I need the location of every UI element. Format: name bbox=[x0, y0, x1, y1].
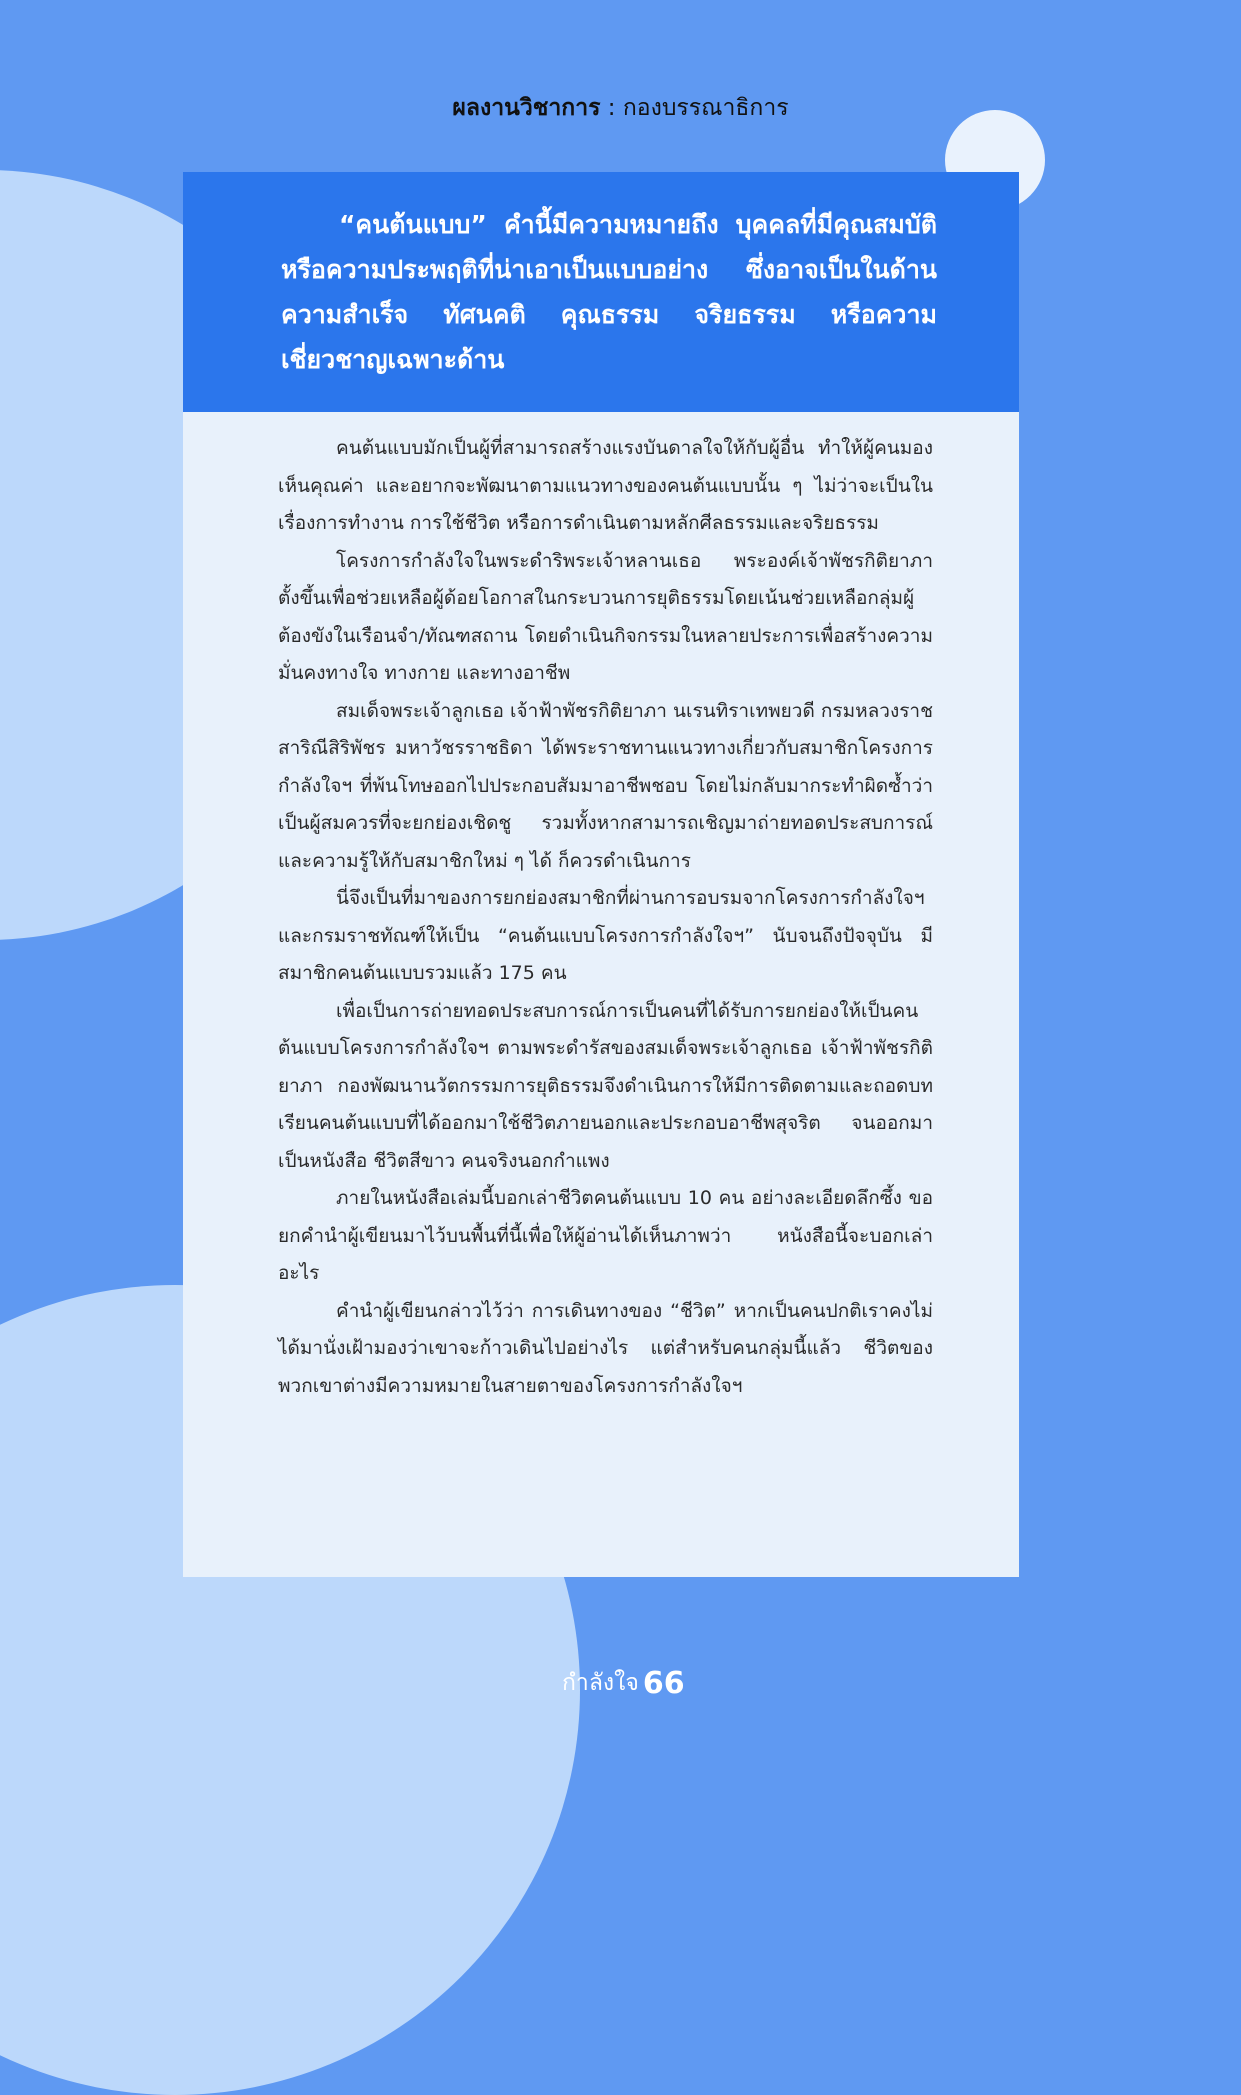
article-body bbox=[278, 430, 933, 1405]
page-footer bbox=[562, 1665, 685, 1701]
paragraph: เพื่อเป็นการถ่ายทอดประสบการณ์การเป็นคนที่ได้รับการยกย่องให้เป็นคนต้นแบบโครงการกำลังใจฯ ตามพระดำรัสของสมเด็จพระเจ้าลูกเธอ เจ้าฟ้าพัชรกิติยาภา กองพัฒนานวัตกรรมการยุติธรรมจึงดำเนินการให้มีการติดตามและถอดบทเรียนคนต้นแบบที่ได้ออกมาใช้ชีวิตภายนอกและประกอบอาชีพสุจริต จนออกมาเป็นหนังสือ ชีวิตสีขาว คนจริงนอกกำแพง bbox=[278, 999, 933, 1172]
page-number: 66 bbox=[642, 1665, 685, 1701]
paragraph: โครงการกำลังใจในพระดำริพระเจ้าหลานเธอ พระองค์เจ้าพัชรกิติยาภา ตั้งขึ้นเพื่อช่วยเหลือผู้ด้อยโอกาสในกระบวนการยุติธรรมโดยเน้นช่วยเหลือกลุ่มผู้ต้องขังในเรือนจำ/ทัณฑสถาน โดยดำเนินกิจกรรมในหลายประการเพื่อสร้างความมั่นคงทางใจ ทางกาย และทางอาชีพ bbox=[278, 549, 933, 684]
article-card bbox=[183, 172, 1019, 1577]
section-name: กองบรรณาธิการ bbox=[622, 95, 789, 121]
paragraph: คำนำผู้เขียนกล่าวไว้ว่า การเดินทางของ “ชีวิต” หากเป็นคนปกติเราคงไม่ได้มานั่งเฝ้ามองว่าเขาจะก้าวเดินไปอย่างไร แต่สำหรับคนกลุ่มนี้แล้ว ชีวิตของพวกเขาต่างมีความหมายในสายตาของโครงการกำลังใจฯ bbox=[278, 1299, 933, 1397]
paragraph: นี่จึงเป็นที่มาของการยกย่องสมาชิกที่ผ่านการอบรมจากโครงการกำลังใจฯ และกรมราชทัณฑ์ให้เป็น “คนต้นแบบโครงการกำลังใจฯ” นับจนถึงปัจจุบัน มีสมาชิกคนต้นแบบรวมแล้ว 175 คน bbox=[278, 887, 933, 984]
highlight-box bbox=[183, 172, 1019, 412]
highlight-text: “คนต้นแบบ” คำนี้มีความหมายถึง บุคคลที่มีคุณสมบัติหรือความประพฤติที่น่าเอาเป็นแบบอย่าง ซึ่งอาจเป็นในด้านความสำเร็จ ทัศนคติ คุณธรรม จริยธรรม หรือความเชี่ยวชาญเฉพาะด้าน bbox=[281, 210, 937, 374]
header-separator: : bbox=[600, 95, 623, 121]
section-label: ผลงานวิชาการ bbox=[452, 95, 601, 121]
paragraph: สมเด็จพระเจ้าลูกเธอ เจ้าฟ้าพัชรกิติยาภา นเรนทิราเทพยวดี กรมหลวงราชสาริณีสิริพัชร มหาวัชรราชธิดา ได้พระราชทานแนวทางเกี่ยวกับสมาชิกโครงการกำลังใจฯ ที่พ้นโทษออกไปประกอบสัมมาอาชีพชอบ โดยไม่กลับมากระทำผิดซ้ำว่า เป็นผู้สมควรที่จะยกย่องเชิดชู รวมทั้งหากสามารถเชิญมาถ่ายทอดประสบการณ์และความรู้ให้กับสมาชิกใหม่ ๆ ได้ ก็ควรดำเนินการ bbox=[278, 699, 933, 872]
paragraph: คนต้นแบบมักเป็นผู้ที่สามารถสร้างแรงบันดาลใจให้กับผู้อื่น ทำให้ผู้คนมองเห็นคุณค่า และอยากจะพัฒนาตามแนวทางของคนต้นแบบนั้น ๆ ไม่ว่าจะเป็นในเรื่องการทำงาน การใช้ชีวิต หรือการดำเนินตามหลักศีลธรรมและจริยธรรม bbox=[278, 437, 933, 534]
section-header bbox=[0, 90, 1241, 126]
magazine-name: กำลังใจ bbox=[562, 1670, 639, 1696]
paragraph: ภายในหนังสือเล่มนี้บอกเล่าชีวิตคนต้นแบบ 10 คน อย่างละเอียดลึกซึ้ง ขอยกคำนำผู้เขียนมาไว้บนพื้นที่นี้เพื่อให้ผู้อ่านได้เห็นภาพว่า หนังสือนี้จะบอกเล่าอะไร bbox=[278, 1187, 933, 1284]
